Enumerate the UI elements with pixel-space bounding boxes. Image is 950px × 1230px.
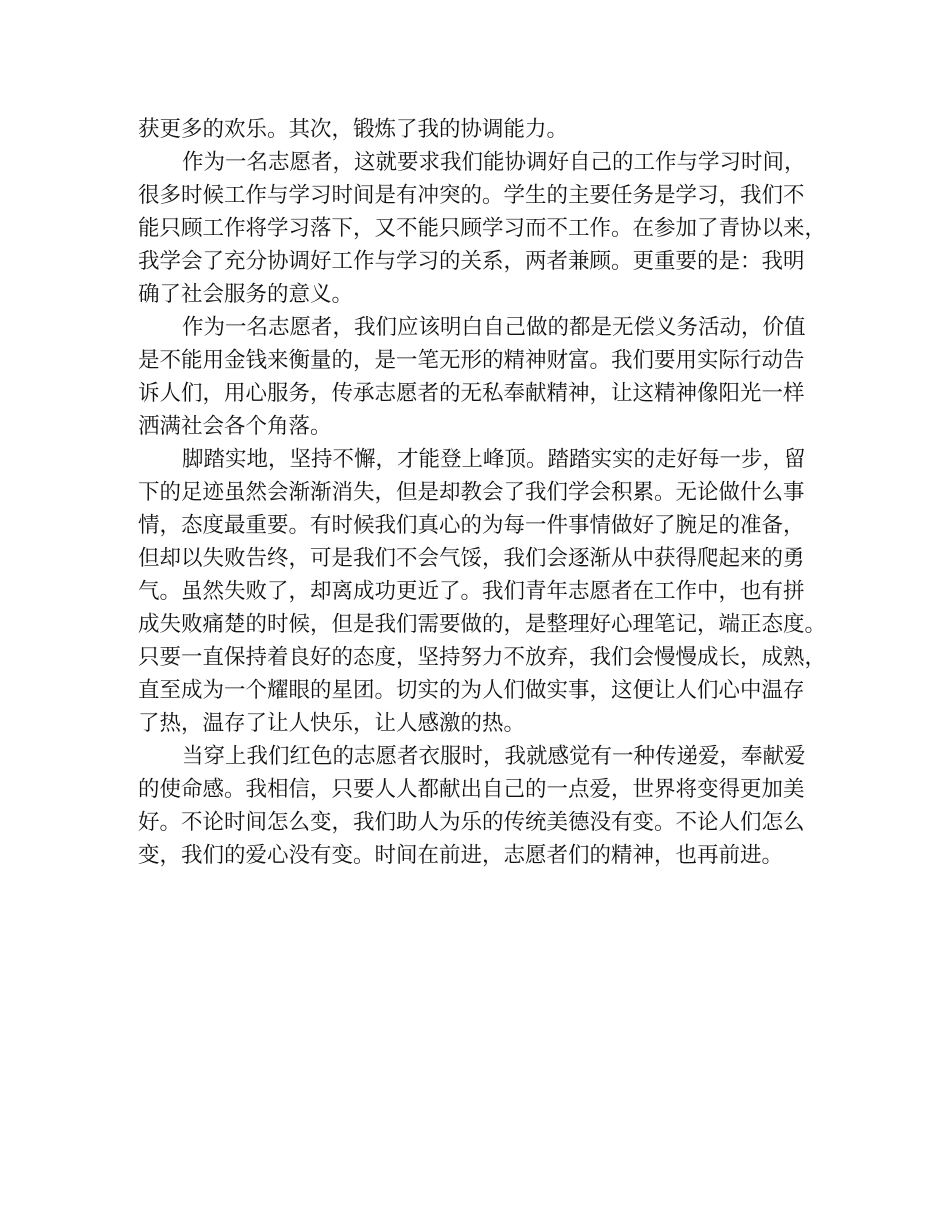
text-line: 直至成为一个耀眼的星团。切实的为人们做实事，这便让人们心中温存 [138,678,805,703]
text-line: 变，我们的爱心没有变。时间在前进，志愿者们的精神，也再前进。 [138,843,784,868]
text-line: 很多时候工作与学习时间是有冲突的。学生的主要任务是学习，我们不 [138,183,805,208]
text-line: 洒满社会各个角落。 [138,414,332,439]
text-line: 诉人们，用心服务，传承志愿者的无私奉献精神，让这精神像阳光一样 [138,381,805,406]
text-line: 确了社会服务的意义。 [138,282,354,307]
text-line: 能只顾工作将学习落下，又不能只顾学习而不工作。在参加了青协以来， [138,216,827,241]
text-line: 了热，温存了让人快乐，让人感激的热。 [138,711,526,736]
paragraph-first-line: 当穿上我们红色的志愿者衣服时，我就感觉有一种传递爱，奉献爱 [182,744,806,769]
text-line: 获更多的欢乐。其次，锻炼了我的协调能力。 [138,117,569,142]
paragraph-first-line: 作为一名志愿者，这就要求我们能协调好自己的工作与学习时间， [182,150,806,175]
text-line: 我学会了充分协调好工作与学习的关系，两者兼顾。更重要的是：我明 [138,249,805,274]
text-line: 只要一直保持着良好的态度，坚持努力不放弃，我们会慢慢成长，成熟， [138,645,827,670]
text-line: 气。虽然失败了，却离成功更近了。我们青年志愿者在工作中，也有拼 [138,579,805,604]
text-line: 下的足迹虽然会渐渐消失，但是却教会了我们学会积累。无论做什么事 [138,480,805,505]
text-line: 好。不论时间怎么变，我们助人为乐的传统美德没有变。不论人们怎么 [138,810,805,835]
text-line: 是不能用金钱来衡量的，是一笔无形的精神财富。我们要用实际行动告 [138,348,805,373]
text-line: 成失败痛楚的时候，但是我们需要做的，是整理好心理笔记，端正态度。 [138,612,827,637]
paragraph-first-line: 作为一名志愿者，我们应该明白自己做的都是无偿义务活动，价值 [182,315,806,340]
body-text [138,113,838,872]
text-line: 情，态度最重要。有时候我们真心的为每一件事情做好了腕足的准备， [138,513,805,538]
paragraph-first-line: 脚踏实地，坚持不懈，才能登上峰顶。踏踏实实的走好每一步，留 [182,447,806,472]
text-line: 但却以失败告终，可是我们不会气馁，我们会逐渐从中获得爬起来的勇 [138,546,805,571]
text-line: 的使命感。我相信，只要人人都献出自己的一点爱，世界将变得更加美 [138,777,805,802]
